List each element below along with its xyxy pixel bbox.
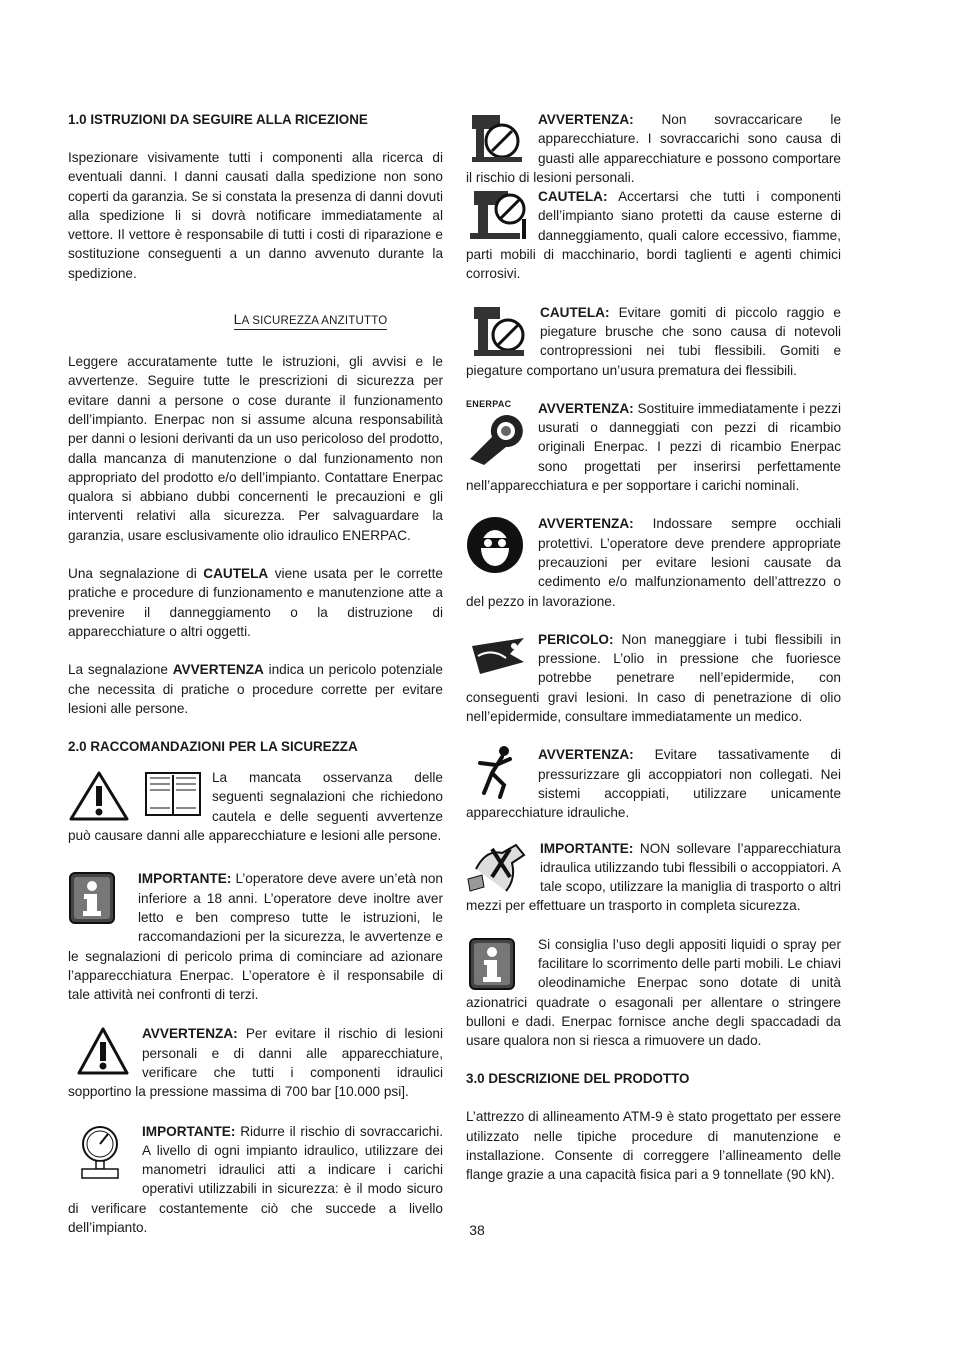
safety-first-initial: L: [233, 311, 242, 328]
section-3-title: 3.0 DESCRIZIONE DEL PRODOTTO: [466, 1071, 690, 1087]
warning-couplers: AVVERTENZA: Evitare tassativamente di pressurizzare gli accoppiatori non collegati. Nei sistemi accoppiati, utilizzare unicamente apparecchiature idrauliche.: [466, 747, 841, 821]
info-icon: [468, 937, 516, 991]
safety-first-rest: A SICUREZZA ANZITUTTO: [241, 315, 388, 328]
importante-2: IMPORTANTE: Ridurre il rischio di sovraccarichi. A livello di ogni impianto idraulico, utilizzare dei manometri idraulici atti a indicare i carichi operativi utilizzabili in sicurezza: è il modo sicuro di verificare costantemente ciò che succede a livello dell’impianto.: [68, 1123, 443, 1236]
hose-hand-danger-icon: [470, 634, 526, 678]
left-column: [68, 110, 443, 1237]
enerpac-logo: ENERPAC: [466, 398, 512, 409]
warning-triangle-icon: [68, 770, 130, 822]
warning-triangle-icon: [76, 1026, 130, 1076]
cautela-definition: Una segnalazione di CAUTELA viene usata per le corrette pratiche e procedure di funzionamento e manutenzione atte a prevenire il danneggiamento o la distruzione di apparecchiature o altri oggetti.: [68, 566, 443, 639]
avvertenza-pressure: AVVERTENZA: Per evitare il rischio di lesioni personali e di danni alle apparecchiature, verificare che tutti i componenti idraulici sopportino la pressione massima di 700 bar [10.000 psi].: [68, 1026, 443, 1100]
overload-icon: [470, 113, 524, 163]
section-2-title: 2.0 RACCOMANDAZIONI PER LA SICUREZZA: [68, 739, 358, 755]
section-1-title: 1.0 ISTRUZIONI DA SEGUIRE ALLA RICEZIONE: [68, 112, 368, 127]
hose-bend-icon: [472, 305, 526, 357]
protection-icon: [466, 189, 528, 241]
info-icon: [68, 871, 116, 925]
enerpac-wrench-icon: [466, 399, 528, 465]
section-1-text: Ispezionare visivamente tutti i componenti alla ricerca di eventuali danni. I danni causati dalla spedizione non sono coperti da garanzia. Se si constata la presenza di danni dovuti alla spedizione li si dovrà notificare immediatamente al vettore. Il vettore è responsabile di tutti i costi di riparazione e sostituzione conseguenti a un danno avvenuto durante la spedizione.: [68, 150, 443, 281]
warning-goggles: AVVERTENZA: Indossare sempre occhiali protettivi. L’operatore deve prendere appropriate precauzioni per evitare lesioni causate da cedimento e/o malfunzionamento dell’attrezzo o del pezzo in lavorazione.: [466, 516, 841, 609]
manual-book-icon: [144, 770, 202, 818]
right-column: [466, 110, 841, 1185]
read-instructions-text: Leggere accuratamente tutte le istruzioni, gli avvisi e le avvertenze. Seguire tutte le prescrizioni di sicurezza per evitare danni a persone o cose durante il funzionamento dell’impianto. Enerpac non si assume alcuna responsabilità per danni o lesioni derivanti da un uso pericoloso del prodotto, dalla mancanza di manutenzione o dal funzionamento non appropriato del prodotto e/o dell’impianto. Contattare Enerpac qualora si abbiano dubbi concernenti le precauzioni e gli interventi relativi alla sicurezza. Per salvaguardare la garanzia, usare esclusivamente olio idraulico ENERPAC.: [68, 354, 443, 543]
page-number: 38: [469, 1222, 485, 1238]
caution-hoses: CAUTELA: Evitare gomiti di piccolo raggio e piegature brusche che sono causa di notevoli contropressioni nei tubi flessibili. Gomiti e piegature comportano un’usura prematura dei flessibili.: [466, 304, 841, 378]
important-no-lift: IMPORTANTE: NON sollevare l’apparecchiatura idraulica utilizzando tubi flessibili o accoppiatori. A tale scopo, utilizzare la maniglia di trasporto o altri mezzi per effettuare un trasporto in completa sicurezza.: [466, 840, 841, 914]
pressure-gauge-icon: [78, 1124, 122, 1182]
caution-protection: CAUTELA: Accertarsi che tutti i componenti dell’impianto siano protetti da cause esterne di danneggiamento, quali calore eccessivo, fiamme, parti mobili di macchinario, bordi taglienti e agenti chimici corrosivi.: [466, 189, 841, 282]
avvertenza-definition: La segnalazione AVVERTENZA indica un pericolo potenziale che necessita di pratiche o procedure corrette per evitare lesioni alle persone.: [68, 662, 443, 716]
warning-overload: AVVERTENZA: Non sovraccaricare le apparecchiature. I sovraccarichi sono causa di guasti alle apparecchiature e possono comportare il rischio di lesioni personali.: [466, 112, 841, 185]
section-2-text: La mancata osservanza delle seguenti segnalazioni che richiedono cautela e delle seguenti avvertenze può causare danni alle apparecchiature e lesioni alle persone.: [68, 770, 443, 844]
person-falling-icon: [474, 745, 518, 799]
info-lubricants: Si consiglia l’uso degli appositi liquidi o spray per facilitare lo scorrimento delle parti mobili. Le chiavi oleodinamiche Enerpac sono dotate di unità azionatrici quadrate o esagonali per allentare o stringere bulloni e dadi. Enerpac fornisce anche degli spaccadadi da usare qualora non si riesca a rimuovere un dado.: [466, 936, 841, 1049]
safety-first-heading: [68, 310, 443, 330]
section-3-text: L’attrezzo di allineamento ATM-9 è stato progettato per essere utilizzato nelle tipiche procedure di manutenzione e installazione. Consente di correggere l’allineamento delle flange grazie a una capacità fisica pari a 9 tonnellate (90 kN).: [466, 1109, 841, 1183]
goggles-icon: [466, 516, 524, 574]
no-lift-by-hose-icon: [466, 839, 534, 895]
importante-1: IMPORTANTE: L’operatore deve avere un’età non inferiore a 18 anni. L’operatore deve inoltre aver letto e ben compreso tutte le istruzioni, le raccomandazioni per la sicurezza, le avvertenze e le segnalazioni di pericolo prima di cominciare ad azionare l’apparecchiatura Enerpac. L’operatore è il responsabile di tale attività nei confronti di terzi.: [68, 871, 443, 1003]
danger-hoses: PERICOLO: Non maneggiare i tubi flessibili in pressione. L’olio in pressione che fuoriesce potrebbe penetrare nell’epidermide, con conseguenti gravi lesioni. In caso di penetrazione di olio nell’epidermide, consultare immediatamente un medico.: [466, 631, 841, 725]
warning-spare-parts: AVVERTENZA: Sostituire immediatamente i pezzi usurati o danneggiati con pezzi di ricambio originali Enerpac. I pezzi di ricambio Enerpac sono progettati per inserirsi perfettamente nell’apparecchiatura e per sopportare i carichi nominali.: [466, 400, 841, 494]
